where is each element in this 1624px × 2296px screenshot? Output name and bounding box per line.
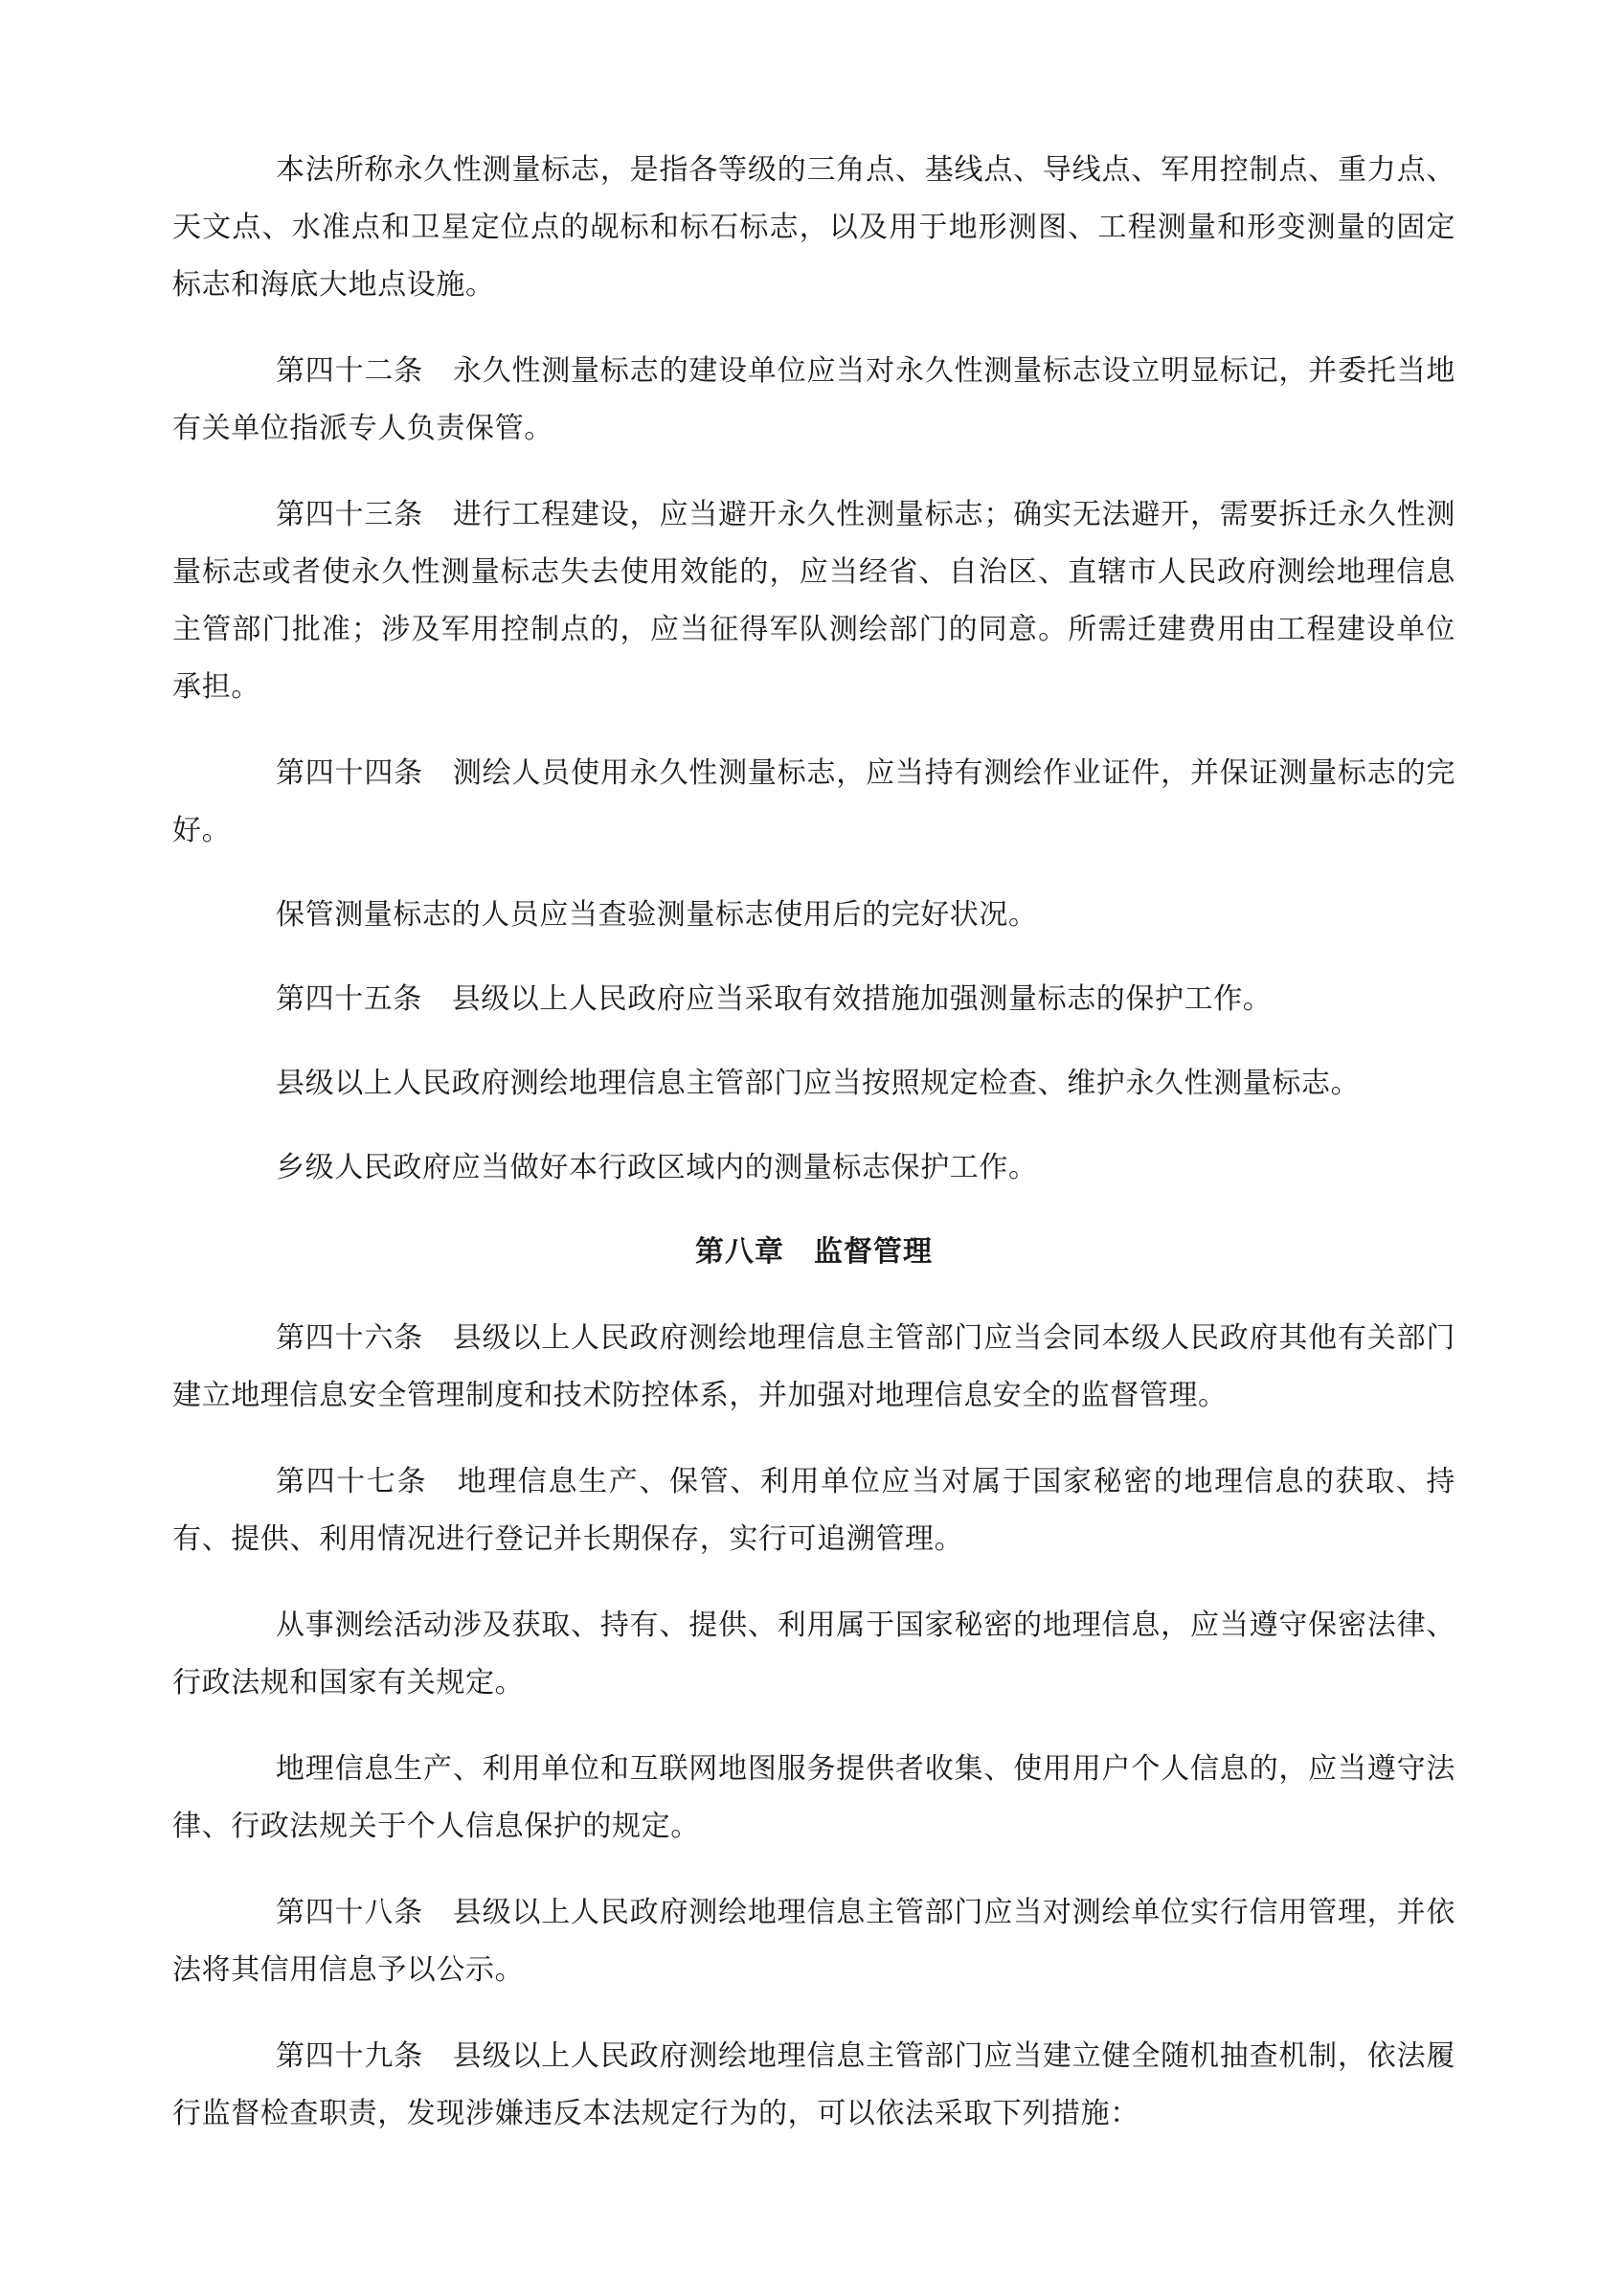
paragraph-article-47: 第四十七条 地理信息生产、保管、利用单位应当对属于国家秘密的地理信息的获取、持有、提供、利用情况进行登记并长期保存，实行可追溯管理。 <box>172 1465 1455 1556</box>
paragraph-article-44: 第四十四条 测绘人员使用永久性测量标志，应当持有测绘作业证件，并保证测量标志的完好。 <box>172 756 1455 847</box>
paragraph-article-43: 第四十三条 进行工程建设，应当避开永久性测量标志；确实无法避开，需要拆迁永久性测量标志或者使永久性测量标志失去使用效能的，应当经省、自治区、直辖市人民政府测绘地理信息主管部门批准；涉及军用控制点的，应当征得军队测绘部门的同意。所需迁建费用由工程建设单位承担。 <box>172 498 1455 704</box>
paragraph-article-46: 第四十六条 县级以上人民政府测绘地理信息主管部门应当会同本级人民政府其他有关部门建立地理信息安全管理制度和技术防控体系，并加强对地理信息安全的监督管理。 <box>172 1321 1455 1412</box>
document-body <box>172 142 1455 2172</box>
paragraph-article-49: 第四十九条 县级以上人民政府测绘地理信息主管部门应当建立健全随机抽查机制，依法履行监督检查职责，发现涉嫌违反本法规定行为的，可以依法采取下列措施： <box>172 2039 1455 2130</box>
paragraph-permanent-marker-definition: 本法所称永久性测量标志，是指各等级的三角点、基线点、导线点、军用控制点、重力点、天文点、水准点和卫星定位点的觇标和标石标志，以及用于地形测图、工程测量和形变测量的固定标志和海底大地点设施。 <box>172 153 1455 302</box>
paragraph-article-44-clause-2: 保管测量标志的人员应当查验测量标志使用后的完好状况。 <box>276 898 1038 932</box>
paragraph-article-48: 第四十八条 县级以上人民政府测绘地理信息主管部门应当对测绘单位实行信用管理，并依法将其信用信息予以公示。 <box>172 1896 1455 1987</box>
paragraph-article-45: 第四十五条 县级以上人民政府应当采取有效措施加强测量标志的保护工作。 <box>276 982 1273 1016</box>
paragraph-article-45-clause-3: 乡级人民政府应当做好本行政区域内的测量标志保护工作。 <box>276 1151 1038 1184</box>
paragraph-article-45-clause-2: 县级以上人民政府测绘地理信息主管部门应当按照规定检查、维护永久性测量标志。 <box>276 1067 1361 1100</box>
paragraph-article-42: 第四十二条 永久性测量标志的建设单位应当对永久性测量标志设立明显标记，并委托当地有关单位指派专人负责保管。 <box>172 354 1455 445</box>
chapter-title: 第八章 监督管理 <box>695 1235 933 1269</box>
paragraph-article-47-clause-3: 地理信息生产、利用单位和互联网地图服务提供者收集、使用用户个人信息的，应当遵守法律、行政法规关于个人信息保护的规定。 <box>172 1752 1455 1843</box>
paragraph-article-47-clause-2: 从事测绘活动涉及获取、持有、提供、利用属于国家秘密的地理信息，应当遵守保密法律、行政法规和国家有关规定。 <box>172 1609 1455 1699</box>
